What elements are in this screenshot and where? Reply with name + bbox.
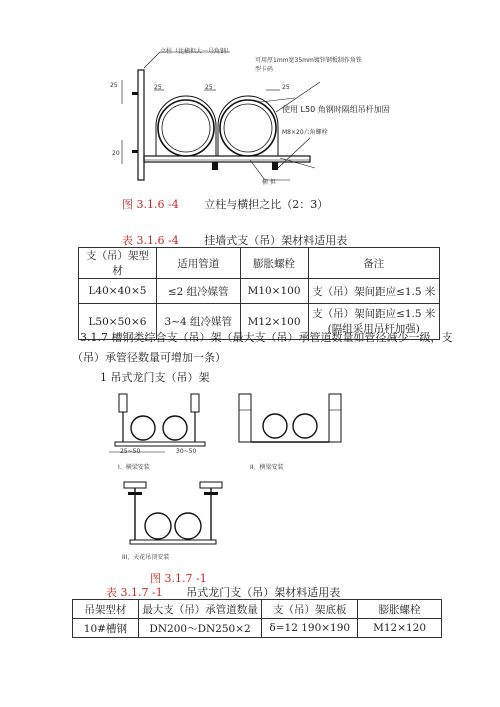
table-cell: 10#槽钢 xyxy=(73,619,139,638)
table-cell: M12×120 xyxy=(358,619,442,638)
gantry-bracket-diagram-ii xyxy=(235,390,355,460)
remark-line: (隔组采用吊杆加强) xyxy=(327,322,420,335)
header-cell: 支（吊）架底板 xyxy=(262,600,358,619)
table-row xyxy=(79,279,440,304)
header-cell: 最大支（吊）承管道数量 xyxy=(138,600,262,619)
table-cell: DN200～DN250×2 xyxy=(138,619,262,638)
dim-d: 25 xyxy=(282,84,290,91)
table-header-row xyxy=(73,600,442,619)
table-cell: L40×40×5 xyxy=(79,279,157,304)
dim-e: 20 xyxy=(112,150,120,157)
caption-text: 立柱与横担之比（2：3） xyxy=(204,198,329,211)
table-cell: L50×50×6 xyxy=(79,304,157,340)
table-cell: 支（吊）架间距应≤1.5 米 xyxy=(308,279,439,304)
table-caption-text: 挂墙式支（吊）架材料适用表 xyxy=(204,234,348,247)
table-caption-2 xyxy=(106,584,340,600)
table-header-row xyxy=(79,248,440,279)
header-cell: 支（吊）架型材 xyxy=(79,248,157,279)
gantry-bracket-diagram-iii xyxy=(120,478,230,558)
table-caption-number: 表 3.1.7 -1 xyxy=(106,586,163,599)
table-cell: δ=12 190×190 xyxy=(262,619,358,638)
caption-number: 图 3.1.6 -4 xyxy=(122,198,179,211)
figure-caption-2: 图 3.1.7 -1 xyxy=(150,572,207,585)
label-column: 立柱（比横担大一号角钢） xyxy=(160,48,233,55)
header-cell: 备注 xyxy=(308,248,439,279)
remark-line: 支（吊）架间距应≤1.5 米 xyxy=(312,307,436,320)
label-crossbar: 横 担 xyxy=(262,179,276,186)
table-caption-text: 吊式龙门支（吊）架材料适用表 xyxy=(186,586,341,599)
material-table-2 xyxy=(72,599,442,638)
dim-30-50: 30~50 xyxy=(176,448,197,455)
paragraph-line: （吊）承管径数量可增加一条） xyxy=(72,351,226,364)
header-cell: 膨胀螺栓 xyxy=(240,248,308,279)
table-cell: M10×100 xyxy=(240,279,308,304)
dim-b: 25 xyxy=(154,84,162,91)
list-item: 1 吊式龙门支（吊）架 xyxy=(100,371,210,384)
label-ii: II、横梁安装 xyxy=(250,464,284,471)
table-caption-1 xyxy=(122,232,347,248)
label-clamp: 可用厚1mm宽35mm镀锌钢板制作角铁型卡码 xyxy=(255,57,362,73)
dim-a: 25 xyxy=(110,82,118,89)
table-cell: ≤2 组冷媒管 xyxy=(156,279,240,304)
header-cell: 吊架型材 xyxy=(73,600,139,619)
paragraph-line: 3.1.7 槽钢类综合支（吊）架（最大支（吊）承管道数量如管径减少一级，支 xyxy=(80,331,453,344)
dim-25-50: 25~50 xyxy=(120,448,141,455)
header-cell: 适用管道 xyxy=(156,248,240,279)
table-cell: 3~4 组冷媒管 xyxy=(156,304,240,340)
section-3-1-7 xyxy=(72,328,460,388)
header-cell: 膨胀螺栓 xyxy=(358,600,442,619)
table-cell: M12×100 xyxy=(240,304,308,340)
table-caption-number: 表 3.1.6 -4 xyxy=(122,234,179,247)
dim-c: 25 xyxy=(205,84,213,91)
label-i: I、横梁安装 xyxy=(118,464,150,471)
label-crossbar-note: 使用 L50 角钢时隔组吊杆加固 xyxy=(282,105,390,114)
table-row xyxy=(73,619,442,638)
material-table-1 xyxy=(78,247,440,340)
figure-caption-1 xyxy=(122,196,328,212)
label-iii: III、天花吊顶安装 xyxy=(122,554,170,561)
label-bolt: M8×20六角螺栓 xyxy=(282,129,328,136)
